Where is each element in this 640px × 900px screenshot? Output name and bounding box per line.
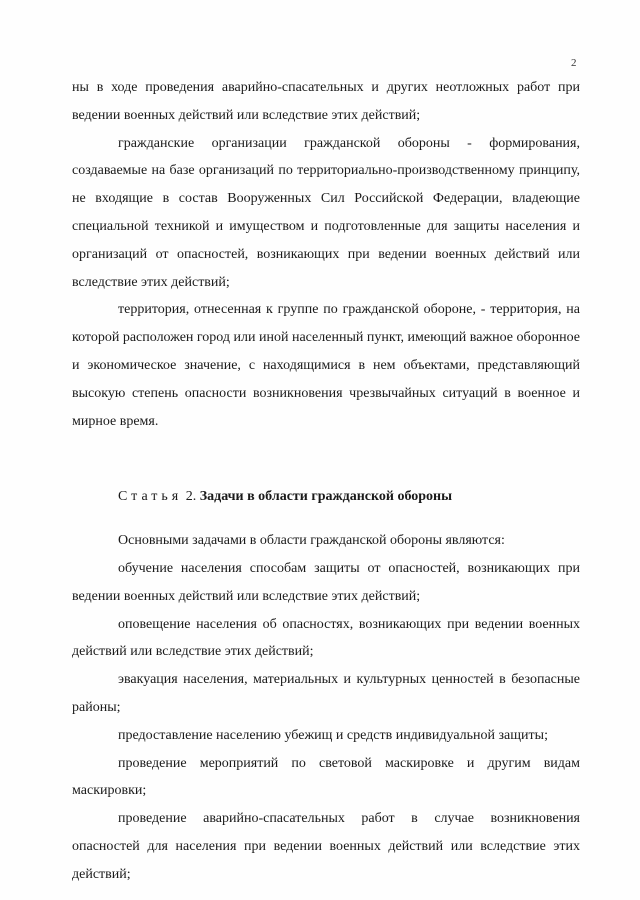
paragraph-task-notification: оповещение населения об опасностях, возникающих при ведении военных действий или вследствие этих действий; (72, 616, 580, 660)
paragraph-tasks-intro: Основными задачами в области гражданской обороны являются: (118, 533, 505, 549)
article-label: Статья (118, 489, 183, 505)
paragraph-task-shelters: предоставление населению убежищ и средств индивидуальной защиты; (118, 727, 548, 743)
paragraph-task-camouflage: проведение мероприятий по световой маскировке и другим видам маскировки; (72, 755, 580, 799)
paragraph-continuation: ны в ходе проведения аварийно-спасательных и других неотложных работ при ведении военных действий или вследствие этих действий; (72, 80, 580, 123)
paragraph-task-evacuation: эвакуация населения, материальных и культурных ценностей в безопасные районы; (72, 672, 580, 715)
page-number: 2 (571, 57, 577, 69)
paragraph-task-training: обучение населения способам защиты от опасностей, возникающих при ведении военных действий или вследствие этих действий; (72, 560, 580, 604)
paragraph-civil-defense-organizations: гражданские организации гражданской обороны - формирования, создаваемые на базе организаций по территориально-производственному принципу, не входящие в состав Вооруженных Сил Российской Федерации, владеющие специальной техникой и имуществом и подготовленные для защиты населения и организаций от опасностей, возникающих при ведении военных действий или вследствие этих действий; (72, 135, 580, 290)
article-title: Задачи в области гражданской обороны (199, 489, 453, 505)
document-body (72, 74, 580, 889)
paragraph-civil-defense-territory: территория, отнесенная к группе по гражданской обороне, - территория, на которой расположен город или иной населенный пункт, имеющий важное оборонное и экономическое значение, с находящимися в нем объектами, представляющий высокую степень опасности возникновения чрезвычайных ситуаций в военное и мирное время. (72, 302, 580, 429)
article-number: 2. (182, 489, 200, 505)
article-heading (118, 483, 580, 511)
paragraph-task-rescue-works: проведение аварийно-спасательных работ в случае возникновения опасностей для населения при ведении военных действий или вследствие этих действий; (72, 811, 580, 882)
